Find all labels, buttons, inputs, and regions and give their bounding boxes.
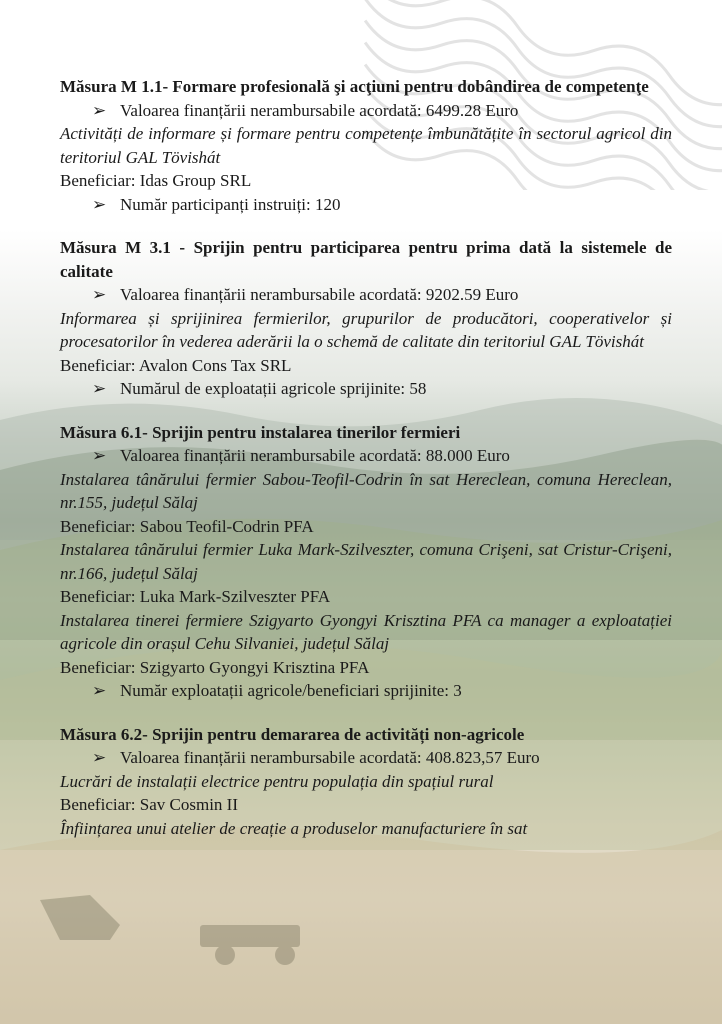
funding-text: Valoarea finanțării nerambursabile acordată: 408.823,57 Euro <box>120 748 540 767</box>
arrow-bullet-icon: ➢ <box>92 379 107 398</box>
measure-title: Măsura M 1.1- Formare profesională şi acţiuni pentru dobândirea de competenţe <box>60 77 649 96</box>
measure-section <box>60 421 672 703</box>
beneficiary: Beneficiar: Szigyarto Gyongyi Krisztina PFA <box>60 657 370 677</box>
funding-text: Valoarea finanțării nerambursabile acordată: 6499.28 Euro <box>120 100 519 120</box>
project-description: Informarea și sprijinirea fermierilor, grupurilor de producători, cooperativelor și procesatorilor în vederea aderării la o schemă de calitate din teritoriul GAL Tövishát <box>60 308 672 351</box>
project-description: Instalarea tânărului fermier Sabou-Teofil-Codrin în sat Hereclean, comuna Hereclean, nr.155, județul Sălaj <box>60 469 672 512</box>
beneficiary: Beneficiar: Sav Cosmin II <box>60 795 238 814</box>
measure-title: Măsura 6.2- Sprijin pentru demararea de activități non-agricole <box>60 724 525 744</box>
project-description: Activități de informare și formare pentru competențe îmbunătățite în sectorul agricol din teritoriul GAL Tövishát <box>60 124 672 167</box>
measure-title: Măsura M 3.1 - Sprijin pentru participarea pentru prima dată la sistemele de calitate <box>60 238 672 281</box>
project-description: Lucrări de instalații electrice pentru populația din spațiul rural <box>60 771 494 791</box>
project-description: Instalarea tinerei fermiere Szigyarto Gyongyi Krisztina PFA ca manager a exploatației agricole din orașul Cehu Silvaniei, județul Sălaj <box>60 610 672 653</box>
indicator-text: Numărul de exploatații agricole sprijinite: 58 <box>120 379 427 398</box>
measure-section <box>60 723 672 841</box>
beneficiary: Beneficiar: Avalon Cons Tax SRL <box>60 355 292 375</box>
arrow-bullet-icon: ➢ <box>92 285 107 304</box>
project-description: Înființarea unui atelier de creație a produselor manufacturiere în sat <box>60 818 528 838</box>
beneficiary: Beneficiar: Idas Group SRL <box>60 171 252 190</box>
funding-text: Valoarea finanțării nerambursabile acordată: 9202.59 Euro <box>120 285 519 304</box>
beneficiary: Beneficiar: Sabou Teofil-Codrin PFA <box>60 516 314 536</box>
funding-text: Valoarea finanțării nerambursabile acordată: 88.000 Euro <box>120 446 510 465</box>
beneficiary: Beneficiar: Luka Mark-Szilveszter PFA <box>60 587 331 606</box>
project-description: Instalarea tânărului fermier Luka Mark-Szilveszter, comuna Crişeni, sat Cristur-Crişeni, nr.166, județul Sălaj <box>60 540 672 583</box>
arrow-bullet-icon: ➢ <box>92 748 107 767</box>
indicator-text: Număr exploatații agricole/beneficiari sprijinite: 3 <box>120 681 462 700</box>
document-body <box>60 75 672 860</box>
funding-bullet <box>60 99 672 123</box>
measure-section <box>60 75 672 216</box>
funding-bullet <box>60 283 672 307</box>
indicator-bullet <box>60 377 672 401</box>
arrow-bullet-icon: ➢ <box>92 100 107 120</box>
funding-bullet <box>60 444 672 468</box>
indicator-bullet <box>60 679 672 703</box>
measure-section <box>60 236 672 401</box>
funding-bullet <box>60 746 672 770</box>
arrow-bullet-icon: ➢ <box>92 194 107 214</box>
arrow-bullet-icon: ➢ <box>92 681 107 700</box>
indicator-text: Număr participanți instruiți: 120 <box>120 194 341 214</box>
measure-title: Măsura 6.1- Sprijin pentru instalarea tinerilor fermieri <box>60 422 461 442</box>
indicator-bullet <box>60 193 672 217</box>
arrow-bullet-icon: ➢ <box>92 446 107 465</box>
